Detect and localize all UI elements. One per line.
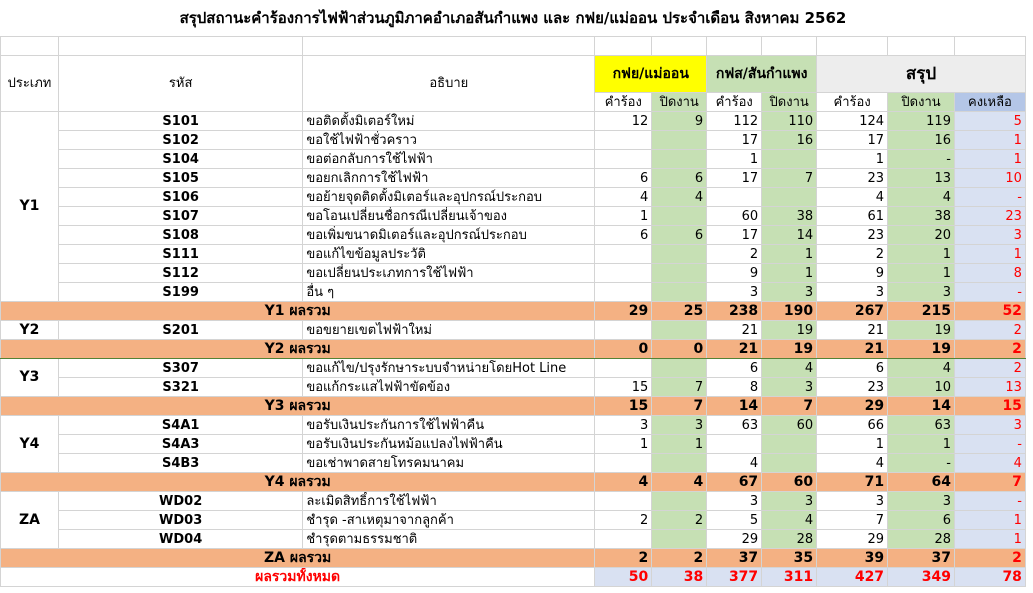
- code-cell[interactable]: S108: [58, 226, 302, 245]
- subtotal-b-req-cell[interactable]: 238: [707, 302, 762, 321]
- maeon-closed-cell[interactable]: 3: [652, 416, 707, 435]
- subtotal-a-req-cell[interactable]: 2: [595, 549, 652, 568]
- sankamphaeng-closed-cell[interactable]: 16: [762, 131, 817, 150]
- sankamphaeng-closed-cell[interactable]: [762, 435, 817, 454]
- table-row: [1, 511, 1033, 530]
- sankamphaeng-closed-cell[interactable]: 4: [762, 511, 817, 530]
- description-cell[interactable]: ขอใช้ไฟฟ้าชั่วคราว: [303, 131, 595, 150]
- code-cell[interactable]: S106: [58, 188, 302, 207]
- table-row: [1, 150, 1033, 169]
- remaining-cell[interactable]: 10: [954, 169, 1025, 188]
- description-cell[interactable]: ขอรับเงินประกันหม้อแปลงไฟฟ้าคืน: [303, 435, 595, 454]
- remaining-cell[interactable]: -: [954, 435, 1025, 454]
- total-closed-cell[interactable]: 63: [888, 416, 955, 435]
- remaining-cell[interactable]: 1: [954, 530, 1025, 549]
- remaining-cell[interactable]: -: [954, 188, 1025, 207]
- table-row: [1, 283, 1033, 302]
- total-closed-cell[interactable]: 1: [888, 264, 955, 283]
- maeon-closed-cell[interactable]: 4: [652, 188, 707, 207]
- subtotal-a-close-cell[interactable]: 7: [652, 397, 707, 416]
- description-cell[interactable]: ขอติดตั้งมิเตอร์ใหม่: [303, 112, 595, 131]
- maeon-request-cell[interactable]: 6: [595, 169, 652, 188]
- total-request-cell[interactable]: 1: [817, 435, 888, 454]
- maeon-closed-cell[interactable]: [652, 454, 707, 473]
- code-cell[interactable]: S111: [58, 245, 302, 264]
- sankamphaeng-request-cell[interactable]: 112: [707, 112, 762, 131]
- subtotal-remaining-cell[interactable]: 2: [954, 549, 1025, 568]
- description-cell[interactable]: ขอแก้ไขข้อมูลประวัติ: [303, 245, 595, 264]
- subtotal-remaining-cell[interactable]: 7: [954, 473, 1025, 492]
- subtotal-t-close-cell[interactable]: 37: [888, 549, 955, 568]
- subtotal-b-close-cell[interactable]: 60: [762, 473, 817, 492]
- total-request-cell[interactable]: 17: [817, 131, 888, 150]
- subtotal-a-req-cell[interactable]: 0: [595, 340, 652, 359]
- grand-total-t-close-cell[interactable]: 349: [888, 568, 955, 587]
- maeon-request-cell[interactable]: 6: [595, 226, 652, 245]
- maeon-closed-cell[interactable]: [652, 131, 707, 150]
- remaining-cell[interactable]: -: [954, 492, 1025, 511]
- sankamphaeng-closed-cell[interactable]: 60: [762, 416, 817, 435]
- subtotal-a-close-cell[interactable]: 4: [652, 473, 707, 492]
- sankamphaeng-closed-cell[interactable]: 1: [762, 245, 817, 264]
- maeon-request-cell[interactable]: [595, 359, 652, 378]
- subtotal-t-req-cell[interactable]: 71: [817, 473, 888, 492]
- description-cell[interactable]: ขอรับเงินประกันการใช้ไฟฟ้าคืน: [303, 416, 595, 435]
- description-cell[interactable]: อื่น ๆ: [303, 283, 595, 302]
- total-request-cell[interactable]: 124: [817, 112, 888, 131]
- maeon-request-cell[interactable]: [595, 131, 652, 150]
- header-b-closed[interactable]: ปิดงาน: [762, 93, 817, 112]
- subtotal-a-close-cell[interactable]: 0: [652, 340, 707, 359]
- sankamphaeng-request-cell[interactable]: 63: [707, 416, 762, 435]
- subtotal-b-close-cell[interactable]: 19: [762, 340, 817, 359]
- sankamphaeng-closed-cell[interactable]: 1: [762, 264, 817, 283]
- sankamphaeng-closed-cell[interactable]: 19: [762, 321, 817, 340]
- remaining-cell[interactable]: 23: [954, 207, 1025, 226]
- subtotal-row: [1, 340, 1033, 359]
- subtotal-a-req-cell[interactable]: 29: [595, 302, 652, 321]
- total-request-cell[interactable]: 23: [817, 169, 888, 188]
- total-request-cell[interactable]: 61: [817, 207, 888, 226]
- table-row: [1, 378, 1033, 397]
- table-row: [1, 264, 1033, 283]
- table-row: [1, 112, 1033, 131]
- grand-total-label[interactable]: ผลรวมทั้งหมด: [1, 568, 595, 587]
- remaining-cell[interactable]: 5: [954, 112, 1025, 131]
- subtotal-remaining-cell[interactable]: 2: [954, 340, 1025, 359]
- remaining-cell[interactable]: 4: [954, 454, 1025, 473]
- total-request-cell[interactable]: 6: [817, 359, 888, 378]
- maeon-request-cell[interactable]: [595, 245, 652, 264]
- grand-total-a-req-cell[interactable]: 50: [595, 568, 652, 587]
- maeon-closed-cell[interactable]: [652, 207, 707, 226]
- header-a-closed[interactable]: ปิดงาน: [652, 93, 707, 112]
- maeon-request-cell[interactable]: [595, 283, 652, 302]
- description-cell[interactable]: ชำรุดตามธรรมชาติ: [303, 530, 595, 549]
- maeon-closed-cell[interactable]: 2: [652, 511, 707, 530]
- maeon-request-cell[interactable]: 4: [595, 188, 652, 207]
- maeon-closed-cell[interactable]: [652, 283, 707, 302]
- code-cell[interactable]: S199: [58, 283, 302, 302]
- sankamphaeng-closed-cell[interactable]: 7: [762, 169, 817, 188]
- total-closed-cell[interactable]: 38: [888, 207, 955, 226]
- header-description[interactable]: อธิบาย: [303, 56, 595, 112]
- code-cell[interactable]: S102: [58, 131, 302, 150]
- sankamphaeng-request-cell[interactable]: 6: [707, 359, 762, 378]
- code-cell[interactable]: S4B3: [58, 454, 302, 473]
- total-closed-cell[interactable]: 16: [888, 131, 955, 150]
- category-cell[interactable]: Y4: [1, 416, 59, 473]
- total-closed-cell[interactable]: 13: [888, 169, 955, 188]
- description-cell[interactable]: ขอโอนเปลี่ยนชื่อกรณีเปลี่ยนเจ้าของ: [303, 207, 595, 226]
- subtotal-remaining-cell[interactable]: 15: [954, 397, 1025, 416]
- subtotal-t-close-cell[interactable]: 19: [888, 340, 955, 359]
- subtotal-label[interactable]: Y3 ผลรวม: [1, 397, 595, 416]
- code-cell[interactable]: S307: [58, 359, 302, 378]
- sankamphaeng-request-cell[interactable]: 29: [707, 530, 762, 549]
- sankamphaeng-request-cell[interactable]: 4: [707, 454, 762, 473]
- code-cell[interactable]: S321: [58, 378, 302, 397]
- subtotal-b-req-cell[interactable]: 37: [707, 549, 762, 568]
- sankamphaeng-request-cell[interactable]: [707, 188, 762, 207]
- description-cell[interactable]: ขอขยายเขตไฟฟ้าใหม่: [303, 321, 595, 340]
- table-row: [1, 188, 1033, 207]
- maeon-closed-cell[interactable]: [652, 245, 707, 264]
- subtotal-label[interactable]: Y4 ผลรวม: [1, 473, 595, 492]
- header-b-request[interactable]: คำร้อง: [707, 93, 762, 112]
- total-request-cell[interactable]: 2: [817, 245, 888, 264]
- maeon-request-cell[interactable]: 2: [595, 511, 652, 530]
- header-category[interactable]: ประเภท: [1, 56, 59, 112]
- sankamphaeng-request-cell[interactable]: 60: [707, 207, 762, 226]
- code-cell[interactable]: S4A3: [58, 435, 302, 454]
- total-request-cell[interactable]: 23: [817, 226, 888, 245]
- subtotal-t-req-cell[interactable]: 39: [817, 549, 888, 568]
- total-closed-cell[interactable]: 28: [888, 530, 955, 549]
- sankamphaeng-request-cell[interactable]: 3: [707, 283, 762, 302]
- maeon-closed-cell[interactable]: 1: [652, 435, 707, 454]
- subtotal-t-close-cell[interactable]: 215: [888, 302, 955, 321]
- sankamphaeng-closed-cell[interactable]: 4: [762, 359, 817, 378]
- maeon-closed-cell[interactable]: [652, 264, 707, 283]
- sankamphaeng-closed-cell[interactable]: [762, 188, 817, 207]
- maeon-closed-cell[interactable]: [652, 321, 707, 340]
- sankamphaeng-closed-cell[interactable]: 38: [762, 207, 817, 226]
- sankamphaeng-request-cell[interactable]: 2: [707, 245, 762, 264]
- total-closed-cell[interactable]: -: [888, 150, 955, 169]
- remaining-cell[interactable]: 3: [954, 416, 1025, 435]
- maeon-closed-cell[interactable]: 6: [652, 169, 707, 188]
- subtotal-remaining-cell[interactable]: 52: [954, 302, 1025, 321]
- sankamphaeng-closed-cell[interactable]: [762, 150, 817, 169]
- code-cell[interactable]: S105: [58, 169, 302, 188]
- sankamphaeng-request-cell[interactable]: 17: [707, 131, 762, 150]
- total-request-cell[interactable]: 4: [817, 188, 888, 207]
- code-cell[interactable]: S4A1: [58, 416, 302, 435]
- sankamphaeng-request-cell[interactable]: 5: [707, 511, 762, 530]
- total-closed-cell[interactable]: 119: [888, 112, 955, 131]
- total-closed-cell[interactable]: 4: [888, 359, 955, 378]
- table-row: [1, 435, 1033, 454]
- header-remaining[interactable]: คงเหลือ: [954, 93, 1025, 112]
- subtotal-b-req-cell[interactable]: 21: [707, 340, 762, 359]
- total-request-cell[interactable]: 7: [817, 511, 888, 530]
- remaining-cell[interactable]: 3: [954, 226, 1025, 245]
- code-cell[interactable]: S112: [58, 264, 302, 283]
- total-closed-cell[interactable]: 3: [888, 283, 955, 302]
- maeon-request-cell[interactable]: 1: [595, 207, 652, 226]
- sankamphaeng-request-cell[interactable]: 3: [707, 492, 762, 511]
- subtotal-a-req-cell[interactable]: 4: [595, 473, 652, 492]
- grand-total-remain-cell[interactable]: 78: [954, 568, 1025, 587]
- subtotal-row: [1, 473, 1033, 492]
- subtotal-b-req-cell[interactable]: 14: [707, 397, 762, 416]
- subtotal-t-close-cell[interactable]: 14: [888, 397, 955, 416]
- table-row: [1, 169, 1033, 188]
- subtotal-b-req-cell[interactable]: 67: [707, 473, 762, 492]
- subtotal-t-close-cell[interactable]: 64: [888, 473, 955, 492]
- header-row-1: [1, 56, 1033, 93]
- total-closed-cell[interactable]: 3: [888, 492, 955, 511]
- description-cell[interactable]: ขอแก้กระแสไฟฟ้าขัดข้อง: [303, 378, 595, 397]
- table-row: [1, 359, 1033, 378]
- table-row: [1, 416, 1033, 435]
- total-closed-cell[interactable]: 10: [888, 378, 955, 397]
- code-cell[interactable]: S101: [58, 112, 302, 131]
- subtotal-row: [1, 302, 1033, 321]
- total-request-cell[interactable]: 66: [817, 416, 888, 435]
- maeon-request-cell[interactable]: 3: [595, 416, 652, 435]
- table-row: [1, 131, 1033, 150]
- header-group-summary[interactable]: สรุป: [817, 56, 1026, 93]
- subtotal-a-req-cell[interactable]: 15: [595, 397, 652, 416]
- sankamphaeng-request-cell[interactable]: 21: [707, 321, 762, 340]
- maeon-request-cell[interactable]: 1: [595, 435, 652, 454]
- remaining-cell[interactable]: 1: [954, 150, 1025, 169]
- sankamphaeng-closed-cell[interactable]: 14: [762, 226, 817, 245]
- category-cell[interactable]: Y2: [1, 321, 59, 340]
- category-cell[interactable]: Y1: [1, 112, 59, 302]
- grand-total-row: [1, 568, 1033, 587]
- sankamphaeng-closed-cell[interactable]: 3: [762, 283, 817, 302]
- subtotal-b-close-cell[interactable]: 7: [762, 397, 817, 416]
- category-cell[interactable]: Y3: [1, 359, 59, 397]
- description-cell[interactable]: ขอเช่าพาดสายโทรคมนาคม: [303, 454, 595, 473]
- subtotal-row: [1, 397, 1033, 416]
- description-cell[interactable]: ขอต่อกลับการใช้ไฟฟ้า: [303, 150, 595, 169]
- code-cell[interactable]: WD03: [58, 511, 302, 530]
- sankamphaeng-request-cell[interactable]: [707, 435, 762, 454]
- sankamphaeng-closed-cell[interactable]: 110: [762, 112, 817, 131]
- code-cell[interactable]: S201: [58, 321, 302, 340]
- remaining-cell[interactable]: 1: [954, 131, 1025, 150]
- total-closed-cell[interactable]: 1: [888, 435, 955, 454]
- subtotal-row: [1, 549, 1033, 568]
- header-t-request[interactable]: คำร้อง: [817, 93, 888, 112]
- header-group-maeon[interactable]: กฟย/แม่ออน: [595, 56, 707, 93]
- table-row: [1, 321, 1033, 340]
- table-row: [1, 492, 1033, 511]
- remaining-cell[interactable]: 8: [954, 264, 1025, 283]
- table-row: [1, 207, 1033, 226]
- maeon-request-cell[interactable]: [595, 264, 652, 283]
- total-request-cell[interactable]: 29: [817, 530, 888, 549]
- maeon-closed-cell[interactable]: 9: [652, 112, 707, 131]
- code-cell[interactable]: WD02: [58, 492, 302, 511]
- subtotal-b-close-cell[interactable]: 190: [762, 302, 817, 321]
- total-request-cell[interactable]: 9: [817, 264, 888, 283]
- total-request-cell[interactable]: 21: [817, 321, 888, 340]
- description-cell[interactable]: ชำรุด -สาเหตุมาจากลูกค้า: [303, 511, 595, 530]
- subtotal-t-req-cell[interactable]: 29: [817, 397, 888, 416]
- remaining-cell[interactable]: 1: [954, 511, 1025, 530]
- sankamphaeng-closed-cell[interactable]: [762, 454, 817, 473]
- sheet-title[interactable]: สรุปสถานะคำร้องการไฟฟ้าส่วนภูมิภาคอำเภอสันกำแพง และ กฟย/แม่ออน ประจำเดือน สิงหาคม 2562: [1, 0, 1026, 37]
- remaining-cell[interactable]: 13: [954, 378, 1025, 397]
- subtotal-label[interactable]: Y1 ผลรวม: [1, 302, 595, 321]
- table-row: [1, 454, 1033, 473]
- subtotal-a-close-cell[interactable]: 25: [652, 302, 707, 321]
- total-closed-cell[interactable]: 19: [888, 321, 955, 340]
- grand-total-b-req-cell[interactable]: 377: [707, 568, 762, 587]
- grand-total-t-req-cell[interactable]: 427: [817, 568, 888, 587]
- subtotal-label[interactable]: ZA ผลรวม: [1, 549, 595, 568]
- maeon-closed-cell[interactable]: [652, 492, 707, 511]
- table-row: [1, 226, 1033, 245]
- total-request-cell[interactable]: 23: [817, 378, 888, 397]
- category-cell[interactable]: ZA: [1, 492, 59, 549]
- maeon-request-cell[interactable]: [595, 321, 652, 340]
- description-cell[interactable]: ขอเพิ่มขนาดมิเตอร์และอุปกรณ์ประกอบ: [303, 226, 595, 245]
- sankamphaeng-request-cell[interactable]: 1: [707, 150, 762, 169]
- description-cell[interactable]: ขอยกเลิกการใช้ไฟฟ้า: [303, 169, 595, 188]
- remaining-cell[interactable]: 1: [954, 245, 1025, 264]
- total-closed-cell[interactable]: 4: [888, 188, 955, 207]
- total-closed-cell[interactable]: 1: [888, 245, 955, 264]
- maeon-closed-cell[interactable]: [652, 359, 707, 378]
- maeon-request-cell[interactable]: [595, 530, 652, 549]
- remaining-cell[interactable]: 2: [954, 321, 1025, 340]
- header-group-sankamphaeng[interactable]: กฟส/สันกำแพง: [707, 56, 817, 93]
- code-cell[interactable]: S104: [58, 150, 302, 169]
- subtotal-t-req-cell[interactable]: 267: [817, 302, 888, 321]
- grand-total-a-close-cell[interactable]: 38: [652, 568, 707, 587]
- sankamphaeng-closed-cell[interactable]: 3: [762, 492, 817, 511]
- code-cell[interactable]: S107: [58, 207, 302, 226]
- description-cell[interactable]: ขอย้ายจุดติดตั้งมิเตอร์และอุปกรณ์ประกอบ: [303, 188, 595, 207]
- subtotal-t-req-cell[interactable]: 21: [817, 340, 888, 359]
- maeon-closed-cell[interactable]: 7: [652, 378, 707, 397]
- remaining-cell[interactable]: -: [954, 283, 1025, 302]
- code-cell[interactable]: WD04: [58, 530, 302, 549]
- description-cell[interactable]: ขอเปลี่ยนประเภทการใช้ไฟฟ้า: [303, 264, 595, 283]
- maeon-request-cell[interactable]: 15: [595, 378, 652, 397]
- header-a-request[interactable]: คำร้อง: [595, 93, 652, 112]
- maeon-request-cell[interactable]: [595, 150, 652, 169]
- maeon-request-cell[interactable]: [595, 492, 652, 511]
- total-request-cell[interactable]: 3: [817, 492, 888, 511]
- sankamphaeng-request-cell[interactable]: 17: [707, 169, 762, 188]
- grand-total-b-close-cell[interactable]: 311: [762, 568, 817, 587]
- maeon-closed-cell[interactable]: 6: [652, 226, 707, 245]
- sankamphaeng-closed-cell[interactable]: 28: [762, 530, 817, 549]
- sankamphaeng-request-cell[interactable]: 17: [707, 226, 762, 245]
- maeon-request-cell[interactable]: 12: [595, 112, 652, 131]
- maeon-request-cell[interactable]: [595, 454, 652, 473]
- subtotal-label[interactable]: Y2 ผลรวม: [1, 340, 595, 359]
- sankamphaeng-closed-cell[interactable]: 3: [762, 378, 817, 397]
- total-request-cell[interactable]: 3: [817, 283, 888, 302]
- total-closed-cell[interactable]: -: [888, 454, 955, 473]
- total-request-cell[interactable]: 4: [817, 454, 888, 473]
- sankamphaeng-request-cell[interactable]: 9: [707, 264, 762, 283]
- sankamphaeng-request-cell[interactable]: 8: [707, 378, 762, 397]
- table-row: [1, 530, 1033, 549]
- subtotal-a-close-cell[interactable]: 2: [652, 549, 707, 568]
- description-cell[interactable]: ละเมิดสิทธิ์การใช้ไฟฟ้า: [303, 492, 595, 511]
- remaining-cell[interactable]: 2: [954, 359, 1025, 378]
- total-request-cell[interactable]: 1: [817, 150, 888, 169]
- header-t-closed[interactable]: ปิดงาน: [888, 93, 955, 112]
- total-closed-cell[interactable]: 20: [888, 226, 955, 245]
- description-cell[interactable]: ขอแก้ไข/ปรุงรักษาระบบจำหน่ายโดยHot Line: [303, 359, 595, 378]
- table-row: [1, 245, 1033, 264]
- blank-row: [1, 37, 1033, 56]
- subtotal-b-close-cell[interactable]: 35: [762, 549, 817, 568]
- maeon-closed-cell[interactable]: [652, 150, 707, 169]
- total-closed-cell[interactable]: 6: [888, 511, 955, 530]
- maeon-closed-cell[interactable]: [652, 530, 707, 549]
- header-code[interactable]: รหัส: [58, 56, 302, 112]
